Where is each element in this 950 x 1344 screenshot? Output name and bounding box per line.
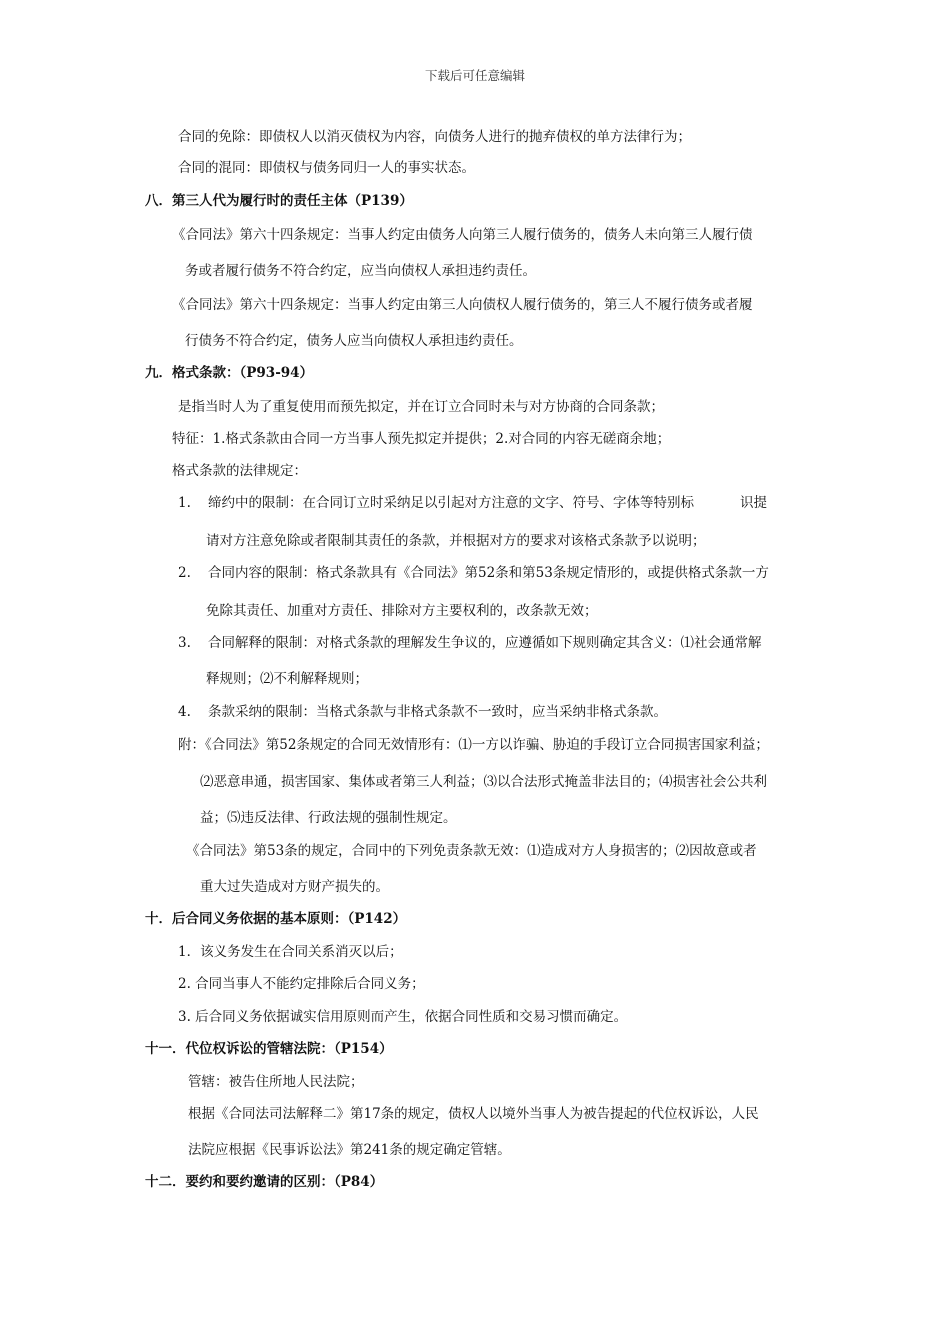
text-line: 法院应根据《民事诉讼法》第241条的规定确定管辖。 — [188, 1142, 511, 1158]
section-heading: 十二．要约和要约邀请的区别：（P84） — [145, 1174, 384, 1190]
text-line: 特征：1.格式条款由合同一方当事人预先拟定并提供；2.对合同的内容无磋商余地； — [172, 431, 671, 447]
list-number: 1. — [178, 495, 191, 511]
section-heading: 十．后合同义务依据的基本原则：（P142） — [145, 911, 407, 927]
text-line: 合同的免除：即债权人以消灭债权为内容，向债务人进行的抛弃债权的单方法律行为； — [178, 129, 691, 145]
section-heading: 十一．代位权诉讼的管辖法院：（P154） — [145, 1041, 393, 1057]
list-text: 缔约中的限制：在合同订立时采纳足以引起对方注意的文字、符号、字体等特别标 — [208, 495, 694, 511]
section-heading: 八．第三人代为履行时的责任主体（P139） — [145, 193, 413, 209]
page-header: 下载后可任意编辑 — [424, 68, 525, 83]
text-line: 释规则；⑵不利解释规则； — [206, 671, 368, 687]
text-line: 管辖：被告住所地人民法院； — [188, 1074, 364, 1090]
text-line: 《合同法》第53条的规定，合同中的下列免责条款无效：⑴造成对方人身损害的；⑵因故意或者 — [186, 843, 757, 859]
text-line: 附：《合同法》第52条规定的合同无效情形有：⑴一方以诈骗、胁迫的手段订立合同损害国家利益； — [178, 737, 769, 753]
list-text: 条款采纳的限制：当格式条款与非格式条款不一致时，应当采纳非格式条款。 — [208, 704, 667, 720]
list-item — [178, 634, 762, 652]
text-line: 行债务不符合约定，债务人应当向债权人承担违约责任。 — [185, 333, 523, 349]
list-text: 识提 — [740, 495, 767, 511]
text-line: ⑵恶意串通，损害国家、集体或者第三人利益；⑶以合法形式掩盖非法目的；⑷损害社会公共利 — [200, 774, 767, 790]
section-heading: 九．格式条款：（P93-94） — [145, 365, 314, 381]
text-line: 务或者履行债务不符合约定，应当向债权人承担违约责任。 — [185, 263, 536, 279]
text-line: 1．该义务发生在合同关系消灭以后； — [178, 944, 403, 960]
text-line: 重大过失造成对方财产损失的。 — [200, 879, 389, 895]
text-line: 根据《合同法司法解释二》第17条的规定，债权人以境外当事人为被告提起的代位权诉讼，人民 — [188, 1106, 759, 1122]
text-line: 《合同法》第六十四条规定：当事人约定由第三人向债权人履行债务的，第三人不履行债务或者履 — [172, 297, 753, 313]
text-line: 益；⑸违反法律、行政法规的强制性规定。 — [200, 810, 457, 826]
list-number: 2. — [178, 565, 191, 581]
text-line: 3. 后合同义务依据诚实信用原则而产生，依据合同性质和交易习惯而确定。 — [178, 1009, 628, 1025]
text-line: 免除其责任、加重对方责任、排除对方主要权利的，改条款无效； — [206, 603, 598, 619]
list-text: 合同解释的限制：对格式条款的理解发生争议的，应遵循如下规则确定其含义：⑴社会通常解 — [208, 635, 762, 651]
text-line: 请对方注意免除或者限制其责任的条款，并根据对方的要求对该格式条款予以说明； — [206, 533, 706, 549]
list-text: 合同内容的限制：格式条款具有《合同法》第52条和第53条规定情形的，或提供格式条款一方 — [208, 565, 769, 581]
list-item — [178, 494, 767, 512]
list-item — [178, 703, 667, 721]
list-number: 3. — [178, 635, 191, 651]
text-line: 格式条款的法律规定： — [172, 463, 307, 479]
text-line: 2. 合同当事人不能约定排除后合同义务； — [178, 976, 425, 992]
list-item — [178, 564, 769, 582]
text-line: 合同的混同：即债权与债务同归一人的事实状态。 — [178, 160, 475, 176]
text-line: 《合同法》第六十四条规定：当事人约定由债务人向第三人履行债务的，债务人未向第三人履行债 — [172, 227, 753, 243]
text-line: 是指当时人为了重复使用而预先拟定，并在订立合同时未与对方协商的合同条款； — [178, 399, 664, 415]
list-number: 4. — [178, 704, 191, 720]
